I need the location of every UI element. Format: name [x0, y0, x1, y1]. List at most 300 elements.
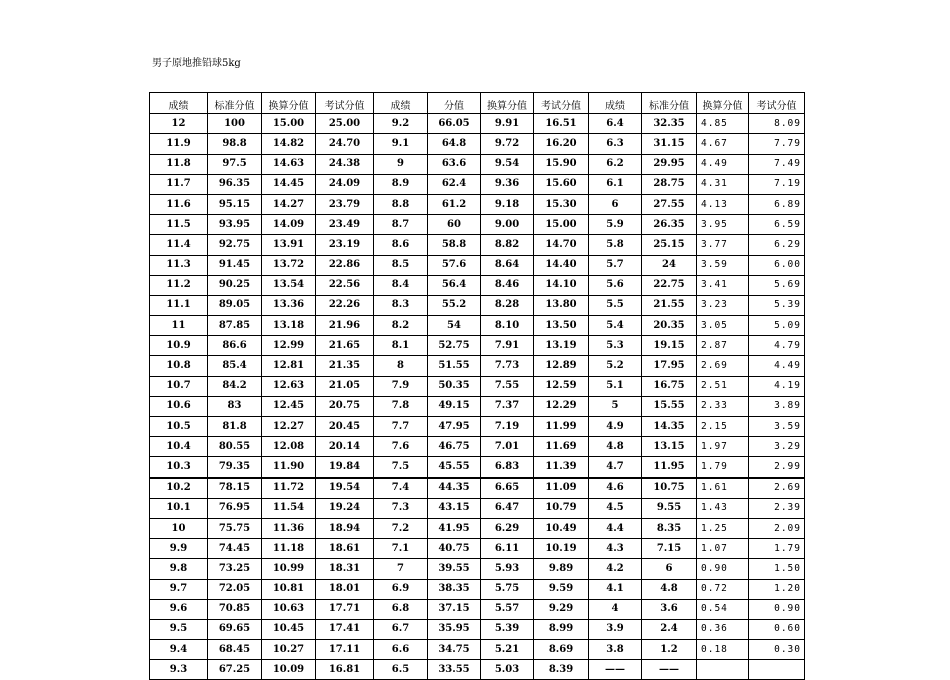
table-cell: 4 — [589, 599, 642, 619]
table-cell: 14.27 — [262, 194, 316, 214]
table-cell: 11.9 — [150, 134, 208, 154]
table-row — [150, 316, 805, 336]
table-cell: 9.1 — [374, 134, 428, 154]
table-cell: 10.81 — [262, 579, 316, 599]
table-cell: 10.5 — [150, 417, 208, 437]
table-cell: 20.75 — [316, 396, 374, 416]
table-cell: 7.1 — [374, 539, 428, 559]
table-cell: 7.01 — [481, 437, 534, 457]
table-cell: 10.9 — [150, 336, 208, 356]
table-cell: 9.91 — [481, 114, 534, 134]
table-cell: 38.35 — [428, 579, 481, 599]
table-cell: 1.07 — [697, 539, 749, 559]
column-header: 考试分值 — [749, 93, 805, 114]
table-cell: 2.69 — [697, 356, 749, 376]
table-row — [150, 579, 805, 599]
table-cell: 17.11 — [316, 640, 374, 660]
table-cell: 13.54 — [262, 275, 316, 295]
table-cell: 2.69 — [749, 478, 805, 499]
table-cell: 69.65 — [208, 619, 262, 639]
table-cell: 6.29 — [481, 518, 534, 538]
table-cell: 13.15 — [642, 437, 697, 457]
table-cell: 0.90 — [749, 599, 805, 619]
table-cell: 11.39 — [534, 457, 589, 478]
table-cell: 20.35 — [642, 316, 697, 336]
table-cell: 10.2 — [150, 478, 208, 499]
table-cell: 61.2 — [428, 194, 481, 214]
table-cell: 8.2 — [374, 316, 428, 336]
table-cell: 6.5 — [374, 660, 428, 680]
table-cell: 92.75 — [208, 235, 262, 255]
table-cell: 7.55 — [481, 376, 534, 396]
table-cell: 13.80 — [534, 295, 589, 315]
table-cell: 10.8 — [150, 356, 208, 376]
table-cell: 11.36 — [262, 518, 316, 538]
table-cell: 8.35 — [642, 518, 697, 538]
table-cell: 22.56 — [316, 275, 374, 295]
table-cell: 81.8 — [208, 417, 262, 437]
table-cell: 5.57 — [481, 599, 534, 619]
table-cell: 45.55 — [428, 457, 481, 478]
table-cell: 8.09 — [749, 114, 805, 134]
table-cell: 96.35 — [208, 174, 262, 194]
table-cell: 58.8 — [428, 235, 481, 255]
table-cell: 41.95 — [428, 518, 481, 538]
table-cell: 1.25 — [697, 518, 749, 538]
table-cell: 16.75 — [642, 376, 697, 396]
table-row — [150, 559, 805, 579]
table-cell: 8.82 — [481, 235, 534, 255]
table-cell: 7.19 — [481, 417, 534, 437]
table-cell: 9.8 — [150, 559, 208, 579]
table-cell: 12.45 — [262, 396, 316, 416]
table-cell: 86.6 — [208, 336, 262, 356]
table-cell: 74.45 — [208, 539, 262, 559]
table-cell: 13.36 — [262, 295, 316, 315]
table-cell: 5.7 — [589, 255, 642, 275]
table-row — [150, 215, 805, 235]
table-cell: 35.95 — [428, 619, 481, 639]
table-cell: 3.77 — [697, 235, 749, 255]
table-cell: 3.59 — [749, 417, 805, 437]
table-cell: 18.61 — [316, 539, 374, 559]
table-cell: 4.8 — [589, 437, 642, 457]
table-cell: 2.09 — [749, 518, 805, 538]
table-cell: 28.75 — [642, 174, 697, 194]
table-cell: 5.5 — [589, 295, 642, 315]
table-cell: 89.05 — [208, 295, 262, 315]
table-cell: 24.38 — [316, 154, 374, 174]
table-row — [150, 356, 805, 376]
table-cell: 52.75 — [428, 336, 481, 356]
table-cell: 9.9 — [150, 539, 208, 559]
table-row — [150, 235, 805, 255]
table-cell: 46.75 — [428, 437, 481, 457]
table-cell: 9.00 — [481, 215, 534, 235]
table-cell: 16.51 — [534, 114, 589, 134]
table-cell: 10.1 — [150, 498, 208, 518]
table-cell: 3.6 — [642, 599, 697, 619]
table-cell: 10.27 — [262, 640, 316, 660]
table-cell: 14.35 — [642, 417, 697, 437]
table-cell: 8.1 — [374, 336, 428, 356]
table-row — [150, 518, 805, 538]
table-cell: —— — [642, 660, 697, 680]
table-cell: 5.69 — [749, 275, 805, 295]
table-cell: 6.7 — [374, 619, 428, 639]
table-cell: 1.50 — [749, 559, 805, 579]
table-cell: 73.25 — [208, 559, 262, 579]
table-cell: 10.63 — [262, 599, 316, 619]
table-cell: 8 — [374, 356, 428, 376]
table-cell: 10.4 — [150, 437, 208, 457]
table-cell: 12.59 — [534, 376, 589, 396]
table-cell: 9.6 — [150, 599, 208, 619]
table-cell: 14.63 — [262, 154, 316, 174]
column-header: 考试分值 — [534, 93, 589, 114]
table-cell: 6 — [589, 194, 642, 214]
table-cell: 11.3 — [150, 255, 208, 275]
table-cell: 66.05 — [428, 114, 481, 134]
table-cell: 24.09 — [316, 174, 374, 194]
table-cell: 9.54 — [481, 154, 534, 174]
table-cell: 5.75 — [481, 579, 534, 599]
table-cell: 17.41 — [316, 619, 374, 639]
table-cell: 18.94 — [316, 518, 374, 538]
table-cell: 4.13 — [697, 194, 749, 214]
table-cell: 64.8 — [428, 134, 481, 154]
table-cell: 11.72 — [262, 478, 316, 499]
table-cell: 15.55 — [642, 396, 697, 416]
table-cell: 6 — [642, 559, 697, 579]
table-cell: 19.54 — [316, 478, 374, 499]
table-cell: 5.2 — [589, 356, 642, 376]
table-cell: 11.18 — [262, 539, 316, 559]
table-cell: 0.18 — [697, 640, 749, 660]
table-cell: 22.75 — [642, 275, 697, 295]
table-cell: 9.89 — [534, 559, 589, 579]
table-cell: 10.45 — [262, 619, 316, 639]
table-cell: 60 — [428, 215, 481, 235]
table-row — [150, 619, 805, 639]
table-cell: 7.5 — [374, 457, 428, 478]
table-cell: 5.03 — [481, 660, 534, 680]
table-cell: 4.9 — [589, 417, 642, 437]
table-cell: 49.15 — [428, 396, 481, 416]
table-cell: 5.93 — [481, 559, 534, 579]
table-cell: 6.4 — [589, 114, 642, 134]
table-cell: 24.70 — [316, 134, 374, 154]
table-cell: 6.11 — [481, 539, 534, 559]
table-cell: 5.21 — [481, 640, 534, 660]
table-cell: 0.90 — [697, 559, 749, 579]
table-cell: 11.2 — [150, 275, 208, 295]
column-header: 成绩 — [374, 93, 428, 114]
table-cell: 11.69 — [534, 437, 589, 457]
table-cell: 10.3 — [150, 457, 208, 478]
table-cell: 8.46 — [481, 275, 534, 295]
table-cell — [749, 660, 805, 680]
table-cell: 6.1 — [589, 174, 642, 194]
table-cell: 23.19 — [316, 235, 374, 255]
table-cell: 6.47 — [481, 498, 534, 518]
table-cell: 21.05 — [316, 376, 374, 396]
table-cell: 5.3 — [589, 336, 642, 356]
table-cell: 13.18 — [262, 316, 316, 336]
table-cell: 3.89 — [749, 396, 805, 416]
table-cell: 21.96 — [316, 316, 374, 336]
table-cell: 10.75 — [642, 478, 697, 499]
table-row — [150, 295, 805, 315]
table-cell: 1.2 — [642, 640, 697, 660]
table-row — [150, 194, 805, 214]
table-cell: 4.2 — [589, 559, 642, 579]
table-cell: 12.99 — [262, 336, 316, 356]
table-cell: 4.3 — [589, 539, 642, 559]
table-cell: 10.49 — [534, 518, 589, 538]
table-cell: 7.73 — [481, 356, 534, 376]
table-cell: 7.15 — [642, 539, 697, 559]
table-cell: 1.61 — [697, 478, 749, 499]
table-cell: 11.54 — [262, 498, 316, 518]
table-cell: 6.9 — [374, 579, 428, 599]
table-row — [150, 396, 805, 416]
table-row — [150, 376, 805, 396]
table-cell: 16.81 — [316, 660, 374, 680]
table-cell: 19.15 — [642, 336, 697, 356]
table-cell: 9.3 — [150, 660, 208, 680]
table-cell: 7.8 — [374, 396, 428, 416]
table-cell: 5.39 — [481, 619, 534, 639]
table-cell: —— — [589, 660, 642, 680]
table-cell: 4.67 — [697, 134, 749, 154]
table-row — [150, 417, 805, 437]
table-cell: 7.37 — [481, 396, 534, 416]
table-cell: 10.79 — [534, 498, 589, 518]
table-cell: 14.82 — [262, 134, 316, 154]
table-cell: 15.00 — [534, 215, 589, 235]
table-row — [150, 154, 805, 174]
table-cell: 11.99 — [534, 417, 589, 437]
table-cell: 75.75 — [208, 518, 262, 538]
table-cell: 3.41 — [697, 275, 749, 295]
table-cell: 4.19 — [749, 376, 805, 396]
table-cell: 87.85 — [208, 316, 262, 336]
table-cell: 10.7 — [150, 376, 208, 396]
table-cell: 7.91 — [481, 336, 534, 356]
table-cell: 100 — [208, 114, 262, 134]
table-cell: 9.2 — [374, 114, 428, 134]
table-cell: 12.89 — [534, 356, 589, 376]
column-header: 成绩 — [589, 93, 642, 114]
table-cell: 9.29 — [534, 599, 589, 619]
table-cell: 8.64 — [481, 255, 534, 275]
table-cell: 14.70 — [534, 235, 589, 255]
table-cell: 11.6 — [150, 194, 208, 214]
table-cell: 5.39 — [749, 295, 805, 315]
table-cell: 9.55 — [642, 498, 697, 518]
table-cell: 8.39 — [534, 660, 589, 680]
table-cell: 3.23 — [697, 295, 749, 315]
table-cell: 20.14 — [316, 437, 374, 457]
table-row — [150, 255, 805, 275]
table-cell: 25.15 — [642, 235, 697, 255]
table-cell: 11 — [150, 316, 208, 336]
table-cell: 18.01 — [316, 579, 374, 599]
table-cell: 25.00 — [316, 114, 374, 134]
table-cell: 0.30 — [749, 640, 805, 660]
table-cell: 12.81 — [262, 356, 316, 376]
table-cell: 47.95 — [428, 417, 481, 437]
table-cell: 7.19 — [749, 174, 805, 194]
table-cell: 9.59 — [534, 579, 589, 599]
table-cell: 6.6 — [374, 640, 428, 660]
table-cell: 10.99 — [262, 559, 316, 579]
table-cell: 12 — [150, 114, 208, 134]
table-cell: 3.29 — [749, 437, 805, 457]
table-cell: 44.35 — [428, 478, 481, 499]
table-cell: 7.4 — [374, 478, 428, 499]
table-cell: 6.29 — [749, 235, 805, 255]
table-cell: 98.8 — [208, 134, 262, 154]
table-cell: 7.49 — [749, 154, 805, 174]
table-cell: 6.59 — [749, 215, 805, 235]
table-cell: 13.72 — [262, 255, 316, 275]
table-cell: 51.55 — [428, 356, 481, 376]
table-cell: 12.08 — [262, 437, 316, 457]
table-cell: 50.35 — [428, 376, 481, 396]
table-cell: 1.20 — [749, 579, 805, 599]
table-cell: 14.40 — [534, 255, 589, 275]
table-cell: 11.95 — [642, 457, 697, 478]
table-cell: 14.09 — [262, 215, 316, 235]
column-header: 考试分值 — [316, 93, 374, 114]
table-cell: 56.4 — [428, 275, 481, 295]
table-cell: 8.28 — [481, 295, 534, 315]
table-row — [150, 660, 805, 680]
table-cell: 10.19 — [534, 539, 589, 559]
table-cell: 7 — [374, 559, 428, 579]
table-cell: 3.8 — [589, 640, 642, 660]
table-cell: 7.9 — [374, 376, 428, 396]
table-cell: 22.86 — [316, 255, 374, 275]
table-cell: 6.83 — [481, 457, 534, 478]
table-cell: 17.95 — [642, 356, 697, 376]
table-cell: 3.05 — [697, 316, 749, 336]
table-cell: 15.60 — [534, 174, 589, 194]
table-cell: 4.79 — [749, 336, 805, 356]
table-cell: 9.36 — [481, 174, 534, 194]
table-cell: 39.55 — [428, 559, 481, 579]
table-cell: 2.39 — [749, 498, 805, 518]
table-cell: 3.59 — [697, 255, 749, 275]
table-cell: 9.7 — [150, 579, 208, 599]
table-cell: 9.5 — [150, 619, 208, 639]
table-cell: 13.19 — [534, 336, 589, 356]
table-cell: 31.15 — [642, 134, 697, 154]
column-header: 换算分值 — [697, 93, 749, 114]
table-cell: 4.31 — [697, 174, 749, 194]
column-header: 换算分值 — [262, 93, 316, 114]
table-cell: 4.7 — [589, 457, 642, 478]
column-header: 标准分值 — [642, 93, 697, 114]
table-cell: 13.50 — [534, 316, 589, 336]
table-cell: 13.91 — [262, 235, 316, 255]
table-cell: 19.84 — [316, 457, 374, 478]
table-cell: 10.09 — [262, 660, 316, 680]
table-cell: 40.75 — [428, 539, 481, 559]
page-title: 男子原地推铅球5kg — [152, 58, 241, 69]
table-row — [150, 640, 805, 660]
table-cell: 27.55 — [642, 194, 697, 214]
table-cell: 78.15 — [208, 478, 262, 499]
table-cell: 1.43 — [697, 498, 749, 518]
table-cell: 33.55 — [428, 660, 481, 680]
table-cell: 97.5 — [208, 154, 262, 174]
table-cell: 63.6 — [428, 154, 481, 174]
table-cell — [697, 660, 749, 680]
table-cell: 8.69 — [534, 640, 589, 660]
column-header: 换算分值 — [481, 93, 534, 114]
column-header: 分值 — [428, 93, 481, 114]
table-row — [150, 114, 805, 134]
table-row — [150, 336, 805, 356]
table-cell: 26.35 — [642, 215, 697, 235]
table-cell: 8.10 — [481, 316, 534, 336]
table-cell: 9.72 — [481, 134, 534, 154]
table-cell: 8.4 — [374, 275, 428, 295]
table-cell: 7.7 — [374, 417, 428, 437]
table-cell: 2.51 — [697, 376, 749, 396]
table-cell: 5.9 — [589, 215, 642, 235]
table-cell: 22.26 — [316, 295, 374, 315]
table-cell: 1.79 — [749, 539, 805, 559]
table-cell: 8.8 — [374, 194, 428, 214]
table-cell: 2.87 — [697, 336, 749, 356]
table-cell: 5.4 — [589, 316, 642, 336]
table-cell: 15.90 — [534, 154, 589, 174]
table-cell: 12.29 — [534, 396, 589, 416]
table-cell: 4.5 — [589, 498, 642, 518]
table-row — [150, 134, 805, 154]
table-cell: 5 — [589, 396, 642, 416]
table-cell: 6.8 — [374, 599, 428, 619]
table-cell: 8.99 — [534, 619, 589, 639]
table-cell: 80.55 — [208, 437, 262, 457]
table-cell: 12.27 — [262, 417, 316, 437]
table-cell: 23.79 — [316, 194, 374, 214]
table-cell: 7.79 — [749, 134, 805, 154]
table-cell: 67.25 — [208, 660, 262, 680]
table-cell: 4.49 — [697, 154, 749, 174]
table-cell: 83 — [208, 396, 262, 416]
table-body — [150, 114, 805, 680]
table-cell: 6.00 — [749, 255, 805, 275]
table-cell: 55.2 — [428, 295, 481, 315]
table-cell: 2.33 — [697, 396, 749, 416]
table-cell: 8.9 — [374, 174, 428, 194]
table-cell: 0.60 — [749, 619, 805, 639]
table-cell: 15.00 — [262, 114, 316, 134]
table-cell: 8.5 — [374, 255, 428, 275]
table-cell: 4.8 — [642, 579, 697, 599]
table-row — [150, 437, 805, 457]
table-cell: 9.4 — [150, 640, 208, 660]
table-cell: 43.15 — [428, 498, 481, 518]
table-cell: 11.7 — [150, 174, 208, 194]
table-cell: 6.3 — [589, 134, 642, 154]
table-cell: 14.10 — [534, 275, 589, 295]
